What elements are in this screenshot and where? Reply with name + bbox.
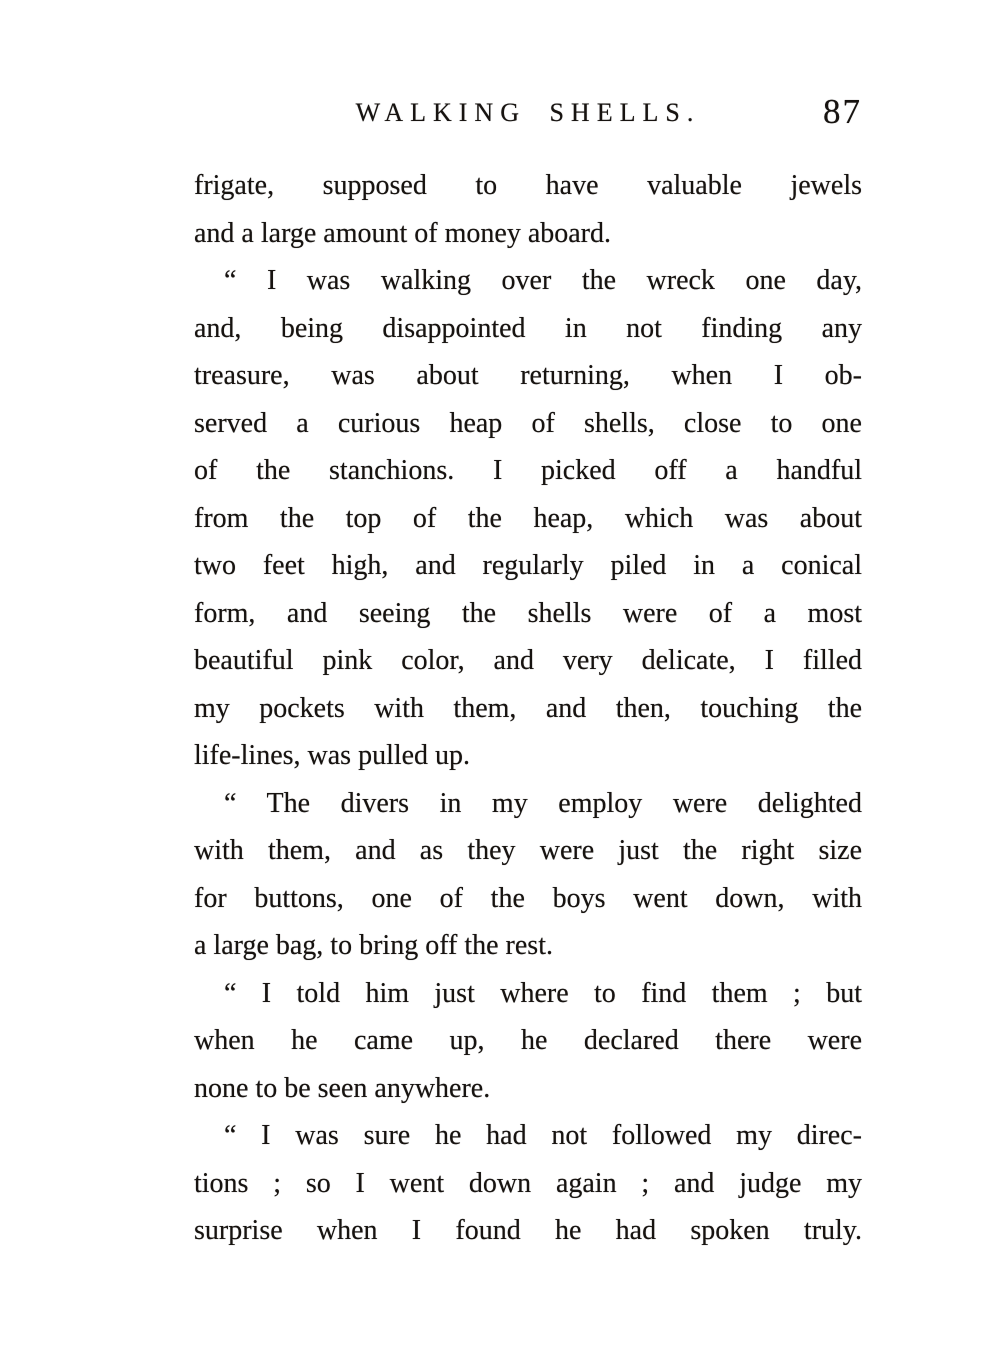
- text-line: served a curious heap of shells, close to one: [194, 407, 862, 439]
- text-line: when he came up, he declared there were: [194, 1025, 862, 1056]
- text-line: life-lines, was pulled up.: [194, 740, 471, 771]
- text-line: a large bag, to bring off the rest.: [194, 930, 553, 961]
- text-line: from the top of the heap, which was about: [194, 502, 862, 534]
- text-line: and a large amount of money aboard.: [194, 217, 612, 249]
- text-line: and, being disappointed in not finding any: [194, 312, 862, 344]
- text-line: “ I told him just where to find them ; but: [224, 977, 862, 1009]
- page-number: 87: [823, 92, 862, 131]
- text-line: with them, and as they were just the right size: [194, 835, 862, 866]
- page-header: [194, 92, 862, 138]
- text-line: of the stanchions. I picked off a handful: [194, 455, 862, 486]
- text-line: tions ; so I went down again ; and judge my: [194, 1167, 862, 1199]
- text-line: treasure, was about returning, when I ob-: [194, 360, 862, 391]
- text-line: form, and seeing the shells were of a most: [194, 597, 862, 629]
- text-line: “ I was sure he had not followed my direc-: [224, 1120, 862, 1151]
- text-line: for buttons, one of the boys went down, with: [194, 882, 862, 914]
- text-line: none to be seen anywhere.: [194, 1072, 491, 1104]
- text-line: my pockets with them, and then, touching the: [194, 692, 862, 724]
- text-line: surprise when I found he had spoken truly.: [194, 1215, 862, 1246]
- text-line: two feet high, and regularly piled in a conical: [194, 550, 862, 581]
- running-title: WALKING SHELLS.: [355, 98, 701, 127]
- text-line: frigate, supposed to have valuable jewels: [194, 170, 862, 201]
- text-line: “ I was walking over the wreck one day,: [224, 265, 862, 296]
- text-line: beautiful pink color, and very delicate, I filled: [194, 645, 862, 676]
- text-line: “ The divers in my employ were delighted: [224, 787, 862, 819]
- page-text: [194, 162, 862, 1255]
